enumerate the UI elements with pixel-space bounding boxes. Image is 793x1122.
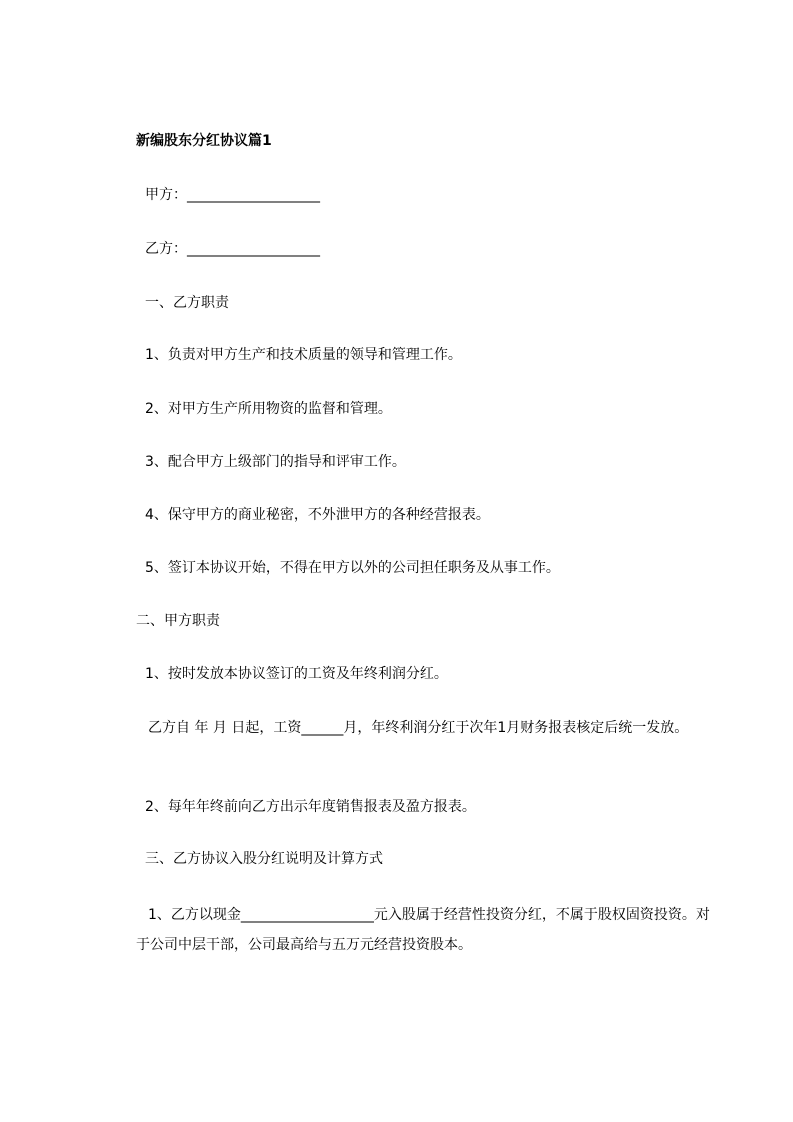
salary-paragraph: 乙方自 年 月 日起，工资______月，年终利润分红于次年1月财务报表核定后统一发放。	[148, 720, 689, 736]
section-1-item-3: 3、配合甲方上级部门的指导和评审工作。	[145, 454, 406, 470]
document-title: 新编股东分红协议篇1	[136, 133, 272, 149]
section-1-item-4: 4、保守甲方的商业秘密，不外泄甲方的各种经营报表。	[145, 507, 490, 523]
party-b-line: 乙方：___________________	[145, 241, 320, 257]
section-3-item-1: 1、乙方以现金___________________元入股属于经营性投资分红，不属于股权固资投资。对于公司中层干部，公司最高给与五万元经营投资股本。	[136, 907, 710, 953]
section-2-item-1: 1、按时发放本协议签订的工资及年终利润分红。	[145, 666, 448, 682]
section-2-heading: 二、甲方职责	[136, 613, 220, 629]
section-1-item-5: 5、签订本协议开始，不得在甲方以外的公司担任职务及从事工作。	[145, 560, 560, 576]
section-1-item-2: 2、对甲方生产所用物资的监督和管理。	[145, 401, 392, 417]
section-3-heading: 三、乙方协议入股分红说明及计算方式	[145, 851, 383, 867]
section-2-item-2: 2、每年年终前向乙方出示年度销售报表及盈方报表。	[145, 799, 476, 815]
section-1-heading: 一、乙方职责	[145, 295, 229, 311]
party-a-line: 甲方：___________________	[145, 187, 320, 203]
section-1-item-1: 1、负责对甲方生产和技术质量的领导和管理工作。	[145, 347, 462, 363]
